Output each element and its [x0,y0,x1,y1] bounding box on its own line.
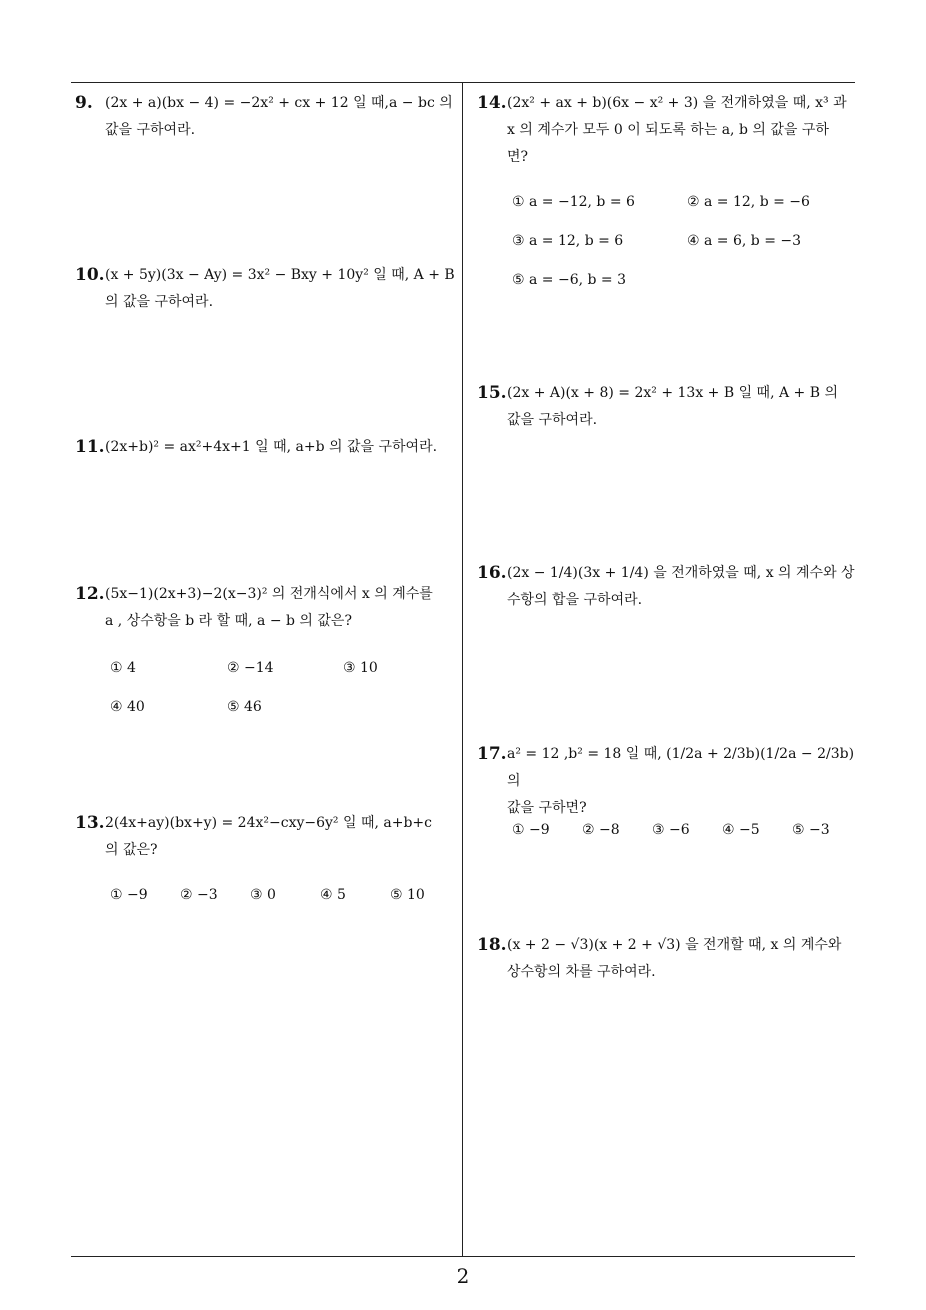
option[interactable]: ⑤ 46 [227,699,262,715]
problem-16 [477,560,862,614]
option[interactable]: ② −14 [227,660,274,676]
problem-number: 14. [477,93,507,113]
problem-13 [75,810,460,864]
problem-number: 18. [477,935,507,955]
problem-15 [477,380,862,434]
problem-number: 13. [75,813,105,833]
problem-number: 17. [477,744,507,764]
problem-11 [75,434,460,461]
problem-text: 2(4x+ay)(bx+y) = 24x²−cxy−6y² 일 때, a+b+c 의 값은? [105,815,432,858]
option[interactable]: ⑤ 10 [390,887,425,903]
problem-text: (2x + A)(x + 8) = 2x² + 13x + B 일 때, A + B 의 값을 구하여라. [507,385,838,428]
problem-12 [75,581,460,635]
option[interactable]: ⑤ −3 [792,822,830,838]
option[interactable]: ④ a = 6, b = −3 [687,233,802,249]
problem-number: 16. [477,563,507,583]
problem-text: (5x−1)(2x+3)−2(x−3)² 의 전개식에서 x 의 계수를 a , 상수항을 b 라 할 때, a − b 의 값은? [105,586,433,629]
problem-9 [75,90,460,144]
option[interactable]: ④ 40 [110,699,145,715]
page-number: 2 [456,1264,470,1288]
option[interactable]: ① −9 [110,887,148,903]
option[interactable]: ① 4 [110,660,136,676]
problem-text: (x + 5y)(3x − Ay) = 3x² − Bxy + 10y² 일 때, A + B 의 값을 구하여라. [105,267,455,310]
option[interactable]: ② a = 12, b = −6 [687,194,810,210]
problem-text: (2x+b)² = ax²+4x+1 일 때, a+b 의 값을 구하여라. [105,439,438,455]
option[interactable]: ③ −6 [652,822,690,838]
column-divider [462,83,463,1256]
option[interactable]: ④ 5 [320,887,346,903]
option[interactable]: ③ 10 [343,660,378,676]
problem-text: (2x + a)(bx − 4) = −2x² + cx + 12 일 때,a − bc 의 값을 구하여라. [105,95,453,138]
problem-14 [477,90,862,171]
option[interactable]: ⑤ a = −6, b = 3 [512,272,627,288]
option[interactable]: ① a = −12, b = 6 [512,194,635,210]
problem-number: 10. [75,265,105,285]
option[interactable]: ④ −5 [722,822,760,838]
option[interactable]: ② −8 [582,822,620,838]
bottom-rule [71,1256,855,1257]
problem-17 [477,741,862,822]
problem-text: (x + 2 − √3)(x + 2 + √3) 을 전개할 때, x 의 계수와 상수항의 차를 구하여라. [507,937,842,980]
problem-number: 12. [75,584,105,604]
option[interactable]: ① −9 [512,822,550,838]
problem-text: (2x − 1/4)(3x + 1/4) 을 전개하였을 때, x 의 계수와 상 수항의 합을 구하여라. [507,565,855,608]
problem-text: (2x² + ax + b)(6x − x² + 3) 을 전개하였을 때, x³ 과 x 의 계수가 모두 0 이 되도록 하는 a, b 의 값을 구하 면? [507,95,847,165]
option[interactable]: ② −3 [180,887,218,903]
option[interactable]: ③ a = 12, b = 6 [512,233,624,249]
problem-18 [477,932,862,986]
problem-text: a² = 12 ,b² = 18 일 때, (1/2a + 2/3b)(1/2a − 2/3b) 의 값을 구하면? [507,746,855,816]
problem-number: 15. [477,383,507,403]
option[interactable]: ③ 0 [250,887,276,903]
top-rule [71,82,855,83]
problem-number: 9. [75,93,93,113]
problem-number: 11. [75,437,105,457]
problem-10 [75,262,460,316]
